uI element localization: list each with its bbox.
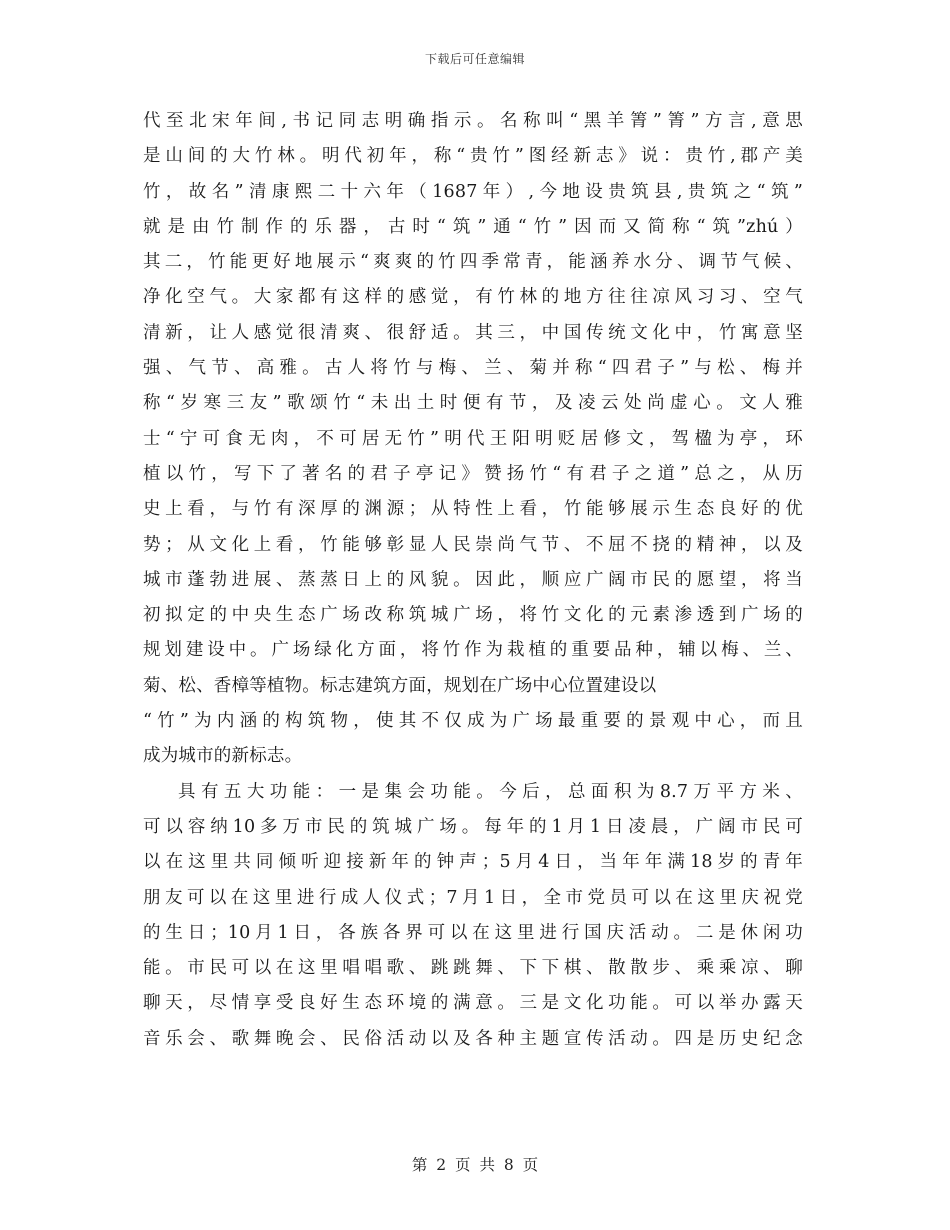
body-line: 植以竹，写下了著名的君子亭记》赞扬竹“有君子之道”总之，从历 — [143, 463, 803, 484]
page-number: 第 2 页 共 8 页 — [411, 1156, 539, 1174]
body-line: 朋友可以在这里进行成人仪式；7月1日，全市党员可以在这里庆祝党 — [143, 887, 803, 908]
body-line: 是山间的大竹林。明代初年，称“贵竹”图经新志》说：贵竹,郡产美 — [143, 146, 803, 167]
body-line: 城市蓬勃进展、蒸蒸日上的风貌。因此，顺应广阔市民的愿望，将当 — [143, 569, 803, 590]
body-line: 聊天，尽情享受良好生态环境的满意。三是文化功能。可以举办露天 — [143, 993, 803, 1014]
body-line: 就是由竹制作的乐器，古时“筑”通“竹”因而又简称“筑”zhú） — [143, 216, 803, 237]
body-line: 其二，竹能更好地展示“爽爽的竹四季常青，能涵养水分、调节气候、 — [143, 252, 803, 273]
body-line: 势；从文化上看，竹能够彰显人民崇尚气节、不屈不挠的精神，以及 — [143, 534, 803, 555]
body-line: 可以容纳10多万市民的筑城广场。每年的1月1日凌晨，广阔市民可 — [143, 816, 803, 837]
body-line: 规划建设中。广场绿化方面，将竹作为栽植的重要品种，辅以梅、兰、 — [143, 640, 803, 661]
body-line: 以在这里共同倾听迎接新年的钟声；5月4日，当年年满18岁的青年 — [143, 852, 803, 873]
body-line: 的生日；10月1日，各族各界可以在这里进行国庆活动。二是休闲功 — [143, 922, 803, 943]
body-line: 史上看，与竹有深厚的渊源；从特性上看，竹能够展示生态良好的优 — [143, 499, 803, 520]
body-line: 音乐会、歌舞晚会、民俗活动以及各种主题宣传活动。四是历史纪念 — [143, 1028, 803, 1049]
body-line: 强、气节、高雅。古人将竹与梅、兰、菊并称“四君子”与松、梅并 — [143, 358, 803, 379]
body-line: 净化空气。大家都有这样的感觉，有竹林的地方往往凉风习习、空气 — [143, 287, 803, 308]
paragraph-start-line: 具有五大功能：一是集会功能。今后，总面积为8.7万平方米、 — [178, 781, 803, 802]
body-line: 竹，故名”清康熙二十六年（1687年）,今地设贵筑县,贵筑之“筑” — [143, 181, 803, 202]
body-line: 菊、松、香樟等植物。标志建筑方面，规划在广场中心位置建设以 — [143, 675, 657, 696]
body-line: 称“岁寒三友”歌颂竹“未出土时便有节，及凌云处尚虚心。文人雅 — [143, 393, 803, 414]
document-body — [143, 104, 803, 1057]
body-line: 代至北宋年间,书记同志明确指示。名称叫“黑羊箐”箐”方言,意思 — [143, 111, 803, 131]
paragraph-end-line: 成为城市的新标志。 — [143, 746, 303, 767]
body-line: 士“宁可食无肉，不可居无竹”明代王阳明贬居修文，驾楹为亭，环 — [143, 428, 803, 449]
body-line: “竹”为内涵的构筑物，使其不仅成为广场最重要的景观中心，而且 — [143, 711, 803, 732]
body-line: 清新，让人感觉很清爽、很舒适。其三，中国传统文化中，竹寓意坚 — [143, 322, 803, 343]
body-line: 能。市民可以在这里唱唱歌、跳跳舞、下下棋、散散步、乘乘凉、聊 — [143, 958, 803, 979]
body-line: 初拟定的中央生态广场改称筑城广场，将竹文化的元素渗透到广场的 — [143, 605, 803, 626]
page-header-note: 下载后可任意编辑 — [424, 52, 525, 66]
